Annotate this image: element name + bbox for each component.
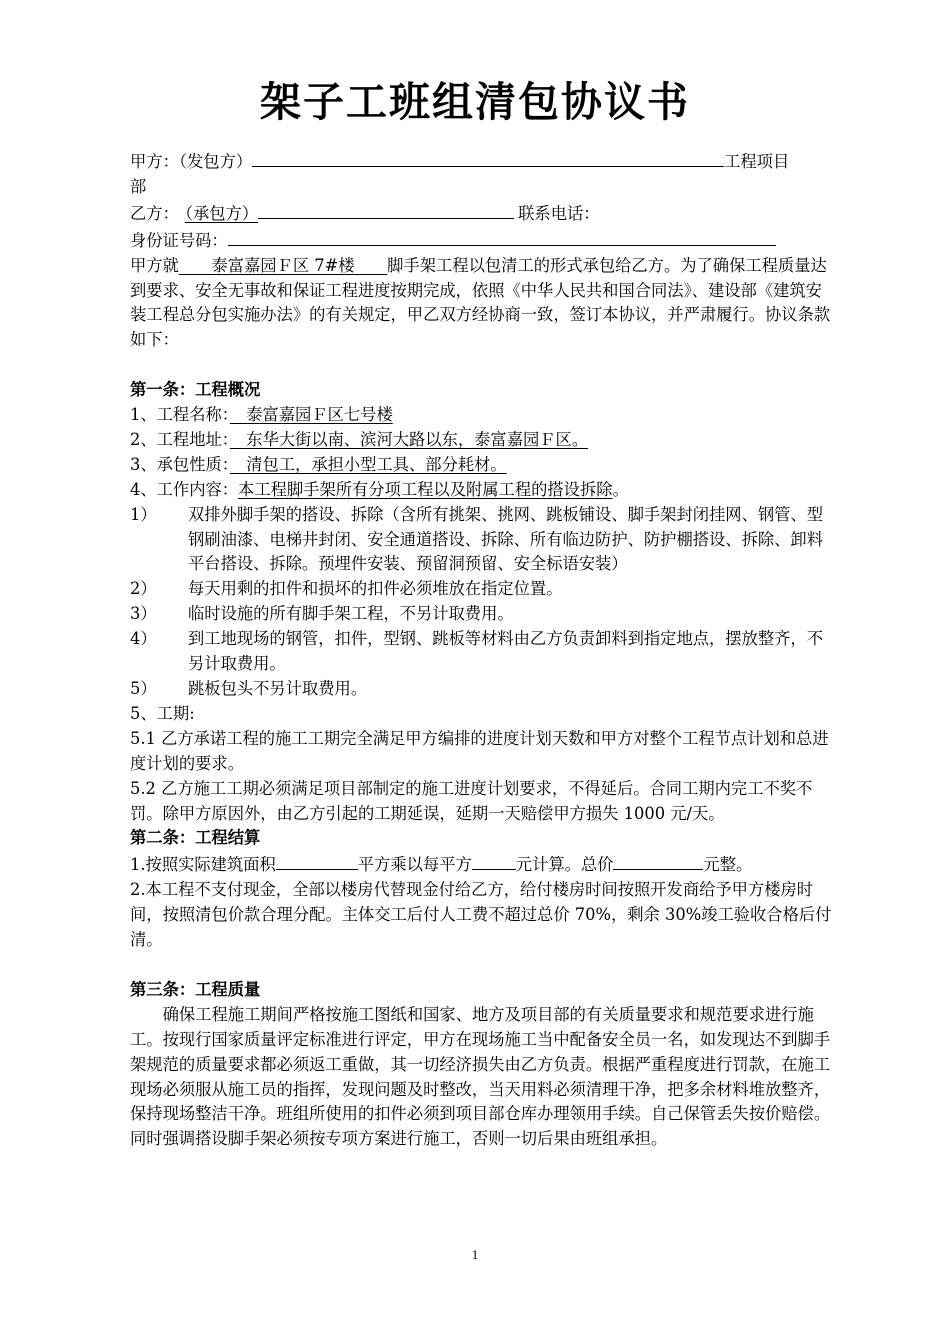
list-item: 5） 跳板包头不另计取费用。 <box>130 679 368 699</box>
period-clause-5-1: 5.1 乙方承诺工程的施工工期完全满足甲方编排的进度计划天数和甲方对整个工程节点计划和总进度计划的要求。 <box>130 728 829 773</box>
page-number: 1 <box>471 1247 479 1262</box>
period-label: 5、工期: <box>130 703 195 723</box>
article2-heading: 第二条：工程结算 <box>130 828 261 848</box>
settlement-clause-2: 2.本工程不支付现金，全部以楼房代替现金付给乙方，给付楼房时间按照开发商给予甲方楼房时间，按照清包价款合理分配。主体交工后付人工费不超过总价 70%，剩余 30%竣工验收合格后付清。 <box>130 880 832 950</box>
party-a-line <box>130 148 836 175</box>
list-item: 1） 双排外脚手架的搭设、拆除（含所有挑架、挑网、跳板铺设、脚手架封闭挂网、钢管、型钢刷油漆、电梯井封闭、安全通道搭设、拆除、所有临边防护、防护棚搭设、拆除、卸料平台搭设、拆除。预埋件安装、预留洞预留、安全标语安装） <box>130 504 823 574</box>
unit-price-blank <box>472 851 516 870</box>
party-a-label: 甲方：（发包方） <box>130 152 253 171</box>
party-b-phone-label: 联系电话： <box>518 203 600 223</box>
document-title: 架子工班组清包协议书 <box>260 78 690 126</box>
list-item: 3） 临时设施的所有脚手架工程，不另计取费用。 <box>130 604 514 624</box>
contract-nature-line <box>130 453 836 478</box>
work-content-label: 4、工作内容： <box>130 479 239 499</box>
project-address-line <box>130 428 836 453</box>
intro-paragraph <box>130 254 836 354</box>
project-address-label: 2、工程地址： <box>130 429 230 449</box>
document-body <box>130 148 836 1152</box>
settlement-clause-1: 1.按照实际建筑面积 平方乘以每平方 元计算。总价 元整。 <box>130 851 836 878</box>
work-content-line: 4、工作内容：本工程脚手架所有分项工程以及附属工程的搭设拆除。 <box>130 479 629 499</box>
quality-paragraph: 确保工程施工期间严格按施工图纸和国家、地方及项目部的有关质量要求和规范要求进行施工。按现行国家质量评定标准进行评定，甲方在现场施工当中配备安全员一名，如发现达不到脚手架规范的质量要求都必须返工重做，其一切经济损失由乙方负责。根据严重程度进行罚款，在施工现场必须服从施工员的指挥，发现问题及时整改，当天用料必须清理干净，把多余材料堆放整齐，保持现场整洁干净。班组所使用的扣件必须到项目部仓库办理领用手续。自己保管丢失按价赔偿。同时强调搭设脚手架必须按专项方案进行施工，否则一切后果由班组承担。 <box>130 1004 831 1149</box>
area-blank <box>276 851 358 870</box>
party-b-line <box>130 200 836 227</box>
contract-nature-value: 清包工，承担小型工具、部分耗材。 <box>246 454 507 474</box>
intro-rest: 脚手架工程以包清工的形式承包给乙方。为了确保工程质量达到要求、安全无事故和保证工程进度按期完成，依照《中华人民共和国合同法》、建设部《建筑安装工程总分包实施办法》的有关规定，甲乙双方经协商一致，签订本协议，并严肃履行。协议条款如下： <box>130 255 831 350</box>
article1-heading: 第一条：工程概况 <box>130 380 261 400</box>
project-address-value: 东华大街以南、滨河大路以东，泰富嘉园Ｆ区。 <box>246 429 589 449</box>
party-b-blank <box>258 200 514 219</box>
intro-project: 泰富嘉园Ｆ区 7#楼 <box>211 255 355 275</box>
party-a-wrap: 部 <box>130 176 147 196</box>
id-label: 身份证号码： <box>130 230 228 250</box>
period-clause-5-2: 5.2 乙方施工工期必须满足项目部制定的施工进度计划要求，不得延后。合同工期内完工不奖不罚。除甲方原因外，由乙方引起的工期延误，延期一天赔偿甲方损失 1000 元/天。 <box>130 778 813 823</box>
project-name-value: 泰富嘉园Ｆ区七号楼 <box>246 405 393 425</box>
party-b-role: （承包方） <box>184 203 259 223</box>
article3-heading: 第三条：工程质量 <box>130 979 261 999</box>
intro-prefix: 甲方就 <box>130 255 179 275</box>
project-name-line <box>130 403 836 428</box>
party-a-blank <box>252 148 724 167</box>
list-item: 4） 到工地现场的钢管，扣件，型钢、跳板等材料由乙方负责卸料到指定地点，摆放整齐，不另计取费用。 <box>130 629 823 674</box>
project-name-label: 1、工程名称： <box>130 405 230 425</box>
id-line <box>130 227 836 254</box>
contract-nature-label: 3、承包性质： <box>130 454 230 474</box>
id-blank <box>228 227 776 246</box>
list-item: 2） 每天用剩的扣件和损坏的扣件必须堆放在指定位置。 <box>130 579 563 599</box>
party-b-label: 乙方： <box>130 203 179 223</box>
work-content-value: 本工程脚手架所有分项工程以及附属工程的搭设拆除 <box>238 479 613 499</box>
party-a-suffix: 工程项目 <box>724 152 790 171</box>
total-price-blank <box>613 851 703 870</box>
